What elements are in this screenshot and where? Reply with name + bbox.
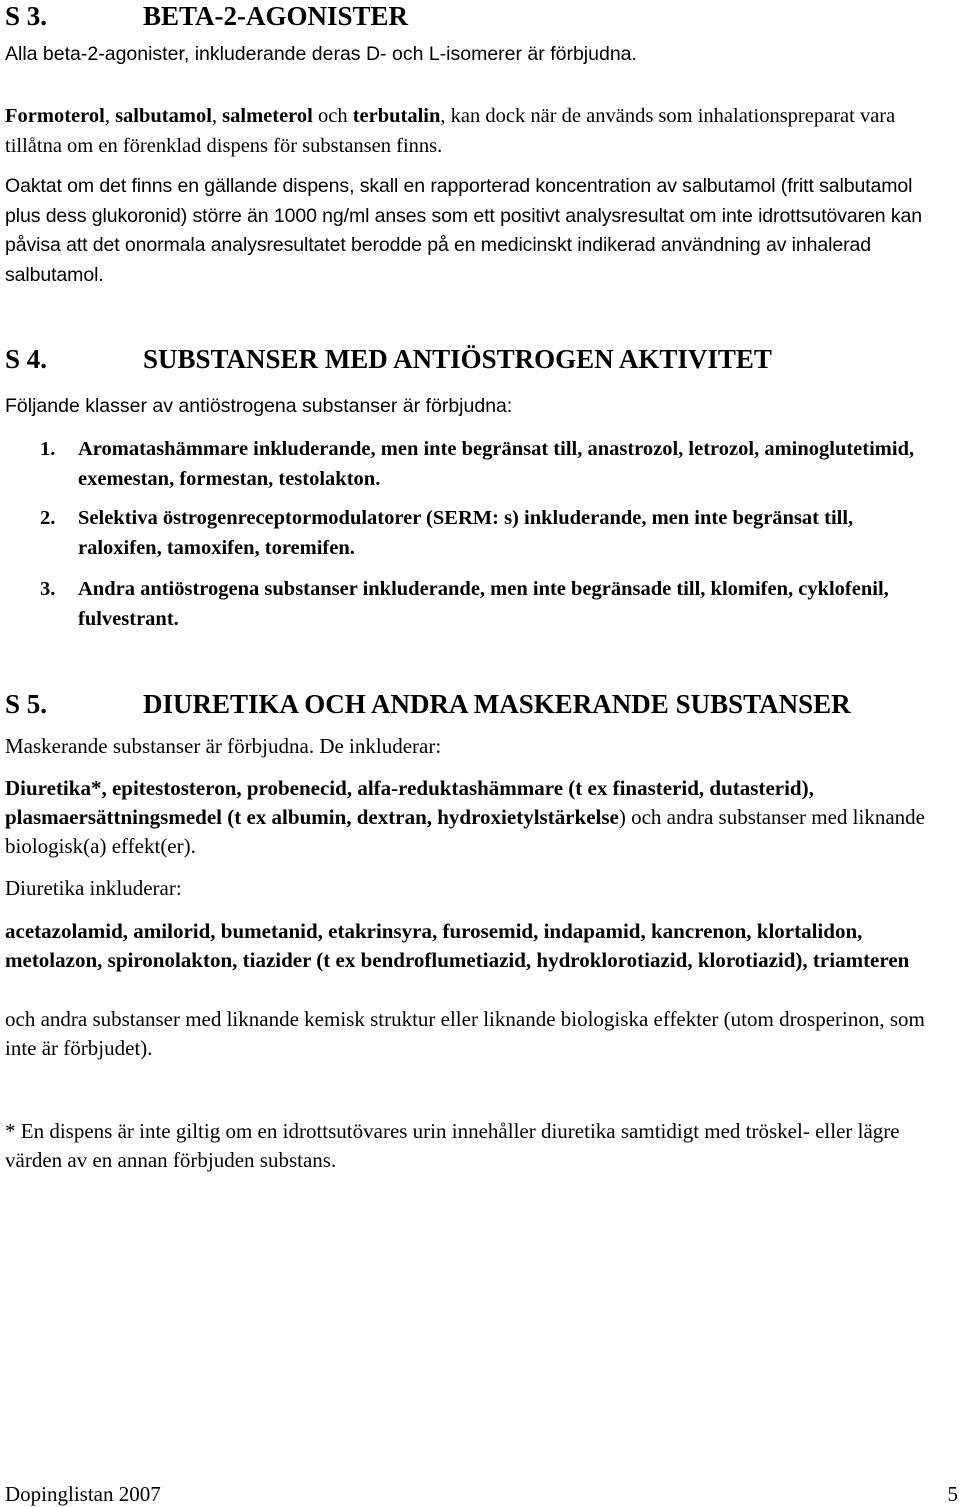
- footer-page-number: 5: [947, 1482, 958, 1506]
- s5-title: DIURETIKA OCH ANDRA MASKERANDE SUBSTANSER: [143, 689, 851, 719]
- s5-footnote: * En dispens är inte giltig om en idrottsutövares urin innehåller diuretika samtidigt med tröskel- eller lägre värden av en annan förbjuden substans.: [5, 1119, 900, 1172]
- s5-diuretika-rest: och andra substanser med liknande kemisk struktur eller liknande biologiska effekter (utom drosperinon, som inte är förbjudet).: [5, 1007, 925, 1060]
- s5-heading: [5, 688, 950, 720]
- page-footer: [5, 1481, 958, 1507]
- s3-terbutalin: terbutalin: [352, 105, 441, 127]
- s5-intro: Maskerande substanser är förbjudna. De inkluderar:: [5, 734, 442, 758]
- s5-masking-rest: ) och andra substanser med liknande biologisk(a) effekt(er).: [5, 805, 925, 858]
- s3-number: S 3.: [5, 1, 48, 31]
- s3-p2-rest: , kan dock när de används som inhalationspreparat vara tillåtna om en förenklad dispens för substansen finns.: [5, 105, 896, 157]
- s4-list-item-3: [40, 574, 940, 634]
- s4-item-2-text: Selektiva östrogenreceptormodulatorer (SERM: s) inkluderande, men inte begränsat till, raloxifen, tamoxifen, toremifen.: [78, 507, 854, 559]
- s3-sep-1: ,: [104, 105, 116, 127]
- s4-item-1-number: 1.: [40, 438, 56, 460]
- s3-paragraph-2: [5, 101, 950, 161]
- s4-list-item-1: [40, 434, 940, 494]
- s4-item-3-text: Andra antiöstrogena substanser inkluderande, men inte begränsade till, klomifen, cyklofenil, fulvestrant.: [78, 578, 889, 630]
- s4-number: S 4.: [5, 344, 48, 374]
- s4-intro: Följande klasser av antiöstrogena substanser är förbjudna:: [5, 395, 513, 417]
- s3-salbutamol: salbutamol: [115, 105, 212, 127]
- s5-number: S 5.: [5, 689, 48, 719]
- s3-paragraph-3: Oaktat om det finns en gällande dispens, skall en rapporterad koncentration av salbutamol (fritt salbutamol plus dess glukoronid) större än 1000 ng/ml anses som ett positivt analysresultat om inte idrottsutövaren kan påvisa att det onormala analysresultatet berodde på en medicinskt indikerad användning av inhalerad salbutamol.: [5, 175, 923, 286]
- s3-och: och: [312, 105, 353, 127]
- s4-heading: [5, 343, 950, 375]
- s4-list-item-2: [40, 503, 940, 563]
- footer-document-title: Dopinglistan 2007: [5, 1482, 161, 1506]
- s3-intro: Alla beta-2-agonister, inkluderande deras D- och L-isomerer är förbjudna.: [5, 43, 637, 65]
- s3-title: BETA-2-AGONISTER: [143, 1, 409, 31]
- s5-diuretika-list: acetazolamid, amilorid, bumetanid, etakrinsyra, furosemid, indapamid, kancrenon, klortalidon, metolazon, spironolakton, tiazider (t ex bendroflumetiazid, hydroklorotiazid, klorotiazid), triamteren: [5, 919, 910, 972]
- s3-formoterol: Formoterol: [5, 105, 105, 127]
- s4-item-3-number: 3.: [40, 578, 56, 600]
- s3-heading: [5, 0, 950, 32]
- s4-title: SUBSTANSER MED ANTIÖSTROGEN AKTIVITET: [143, 344, 772, 374]
- s3-salmeterol: salmeterol: [222, 105, 313, 127]
- s3-sep-2: ,: [211, 105, 223, 127]
- s5-masking-bold: Diuretika*, epitestosteron, probenecid, alfa-reduktashämmare (t ex finasterid, dutasterid), plasmaersättningsmedel (t ex albumin, dextran, hydroxietylstärkelse: [5, 776, 814, 829]
- s5-masking-paragraph: [5, 774, 945, 861]
- s5-diuretika-intro: Diuretika inkluderar:: [5, 876, 182, 900]
- s4-item-1-text: Aromatashämmare inkluderande, men inte begränsat till, anastrozol, letrozol, aminoglutetimid, exemestan, formestan, testolakton.: [78, 438, 915, 490]
- s4-item-2-number: 2.: [40, 507, 56, 529]
